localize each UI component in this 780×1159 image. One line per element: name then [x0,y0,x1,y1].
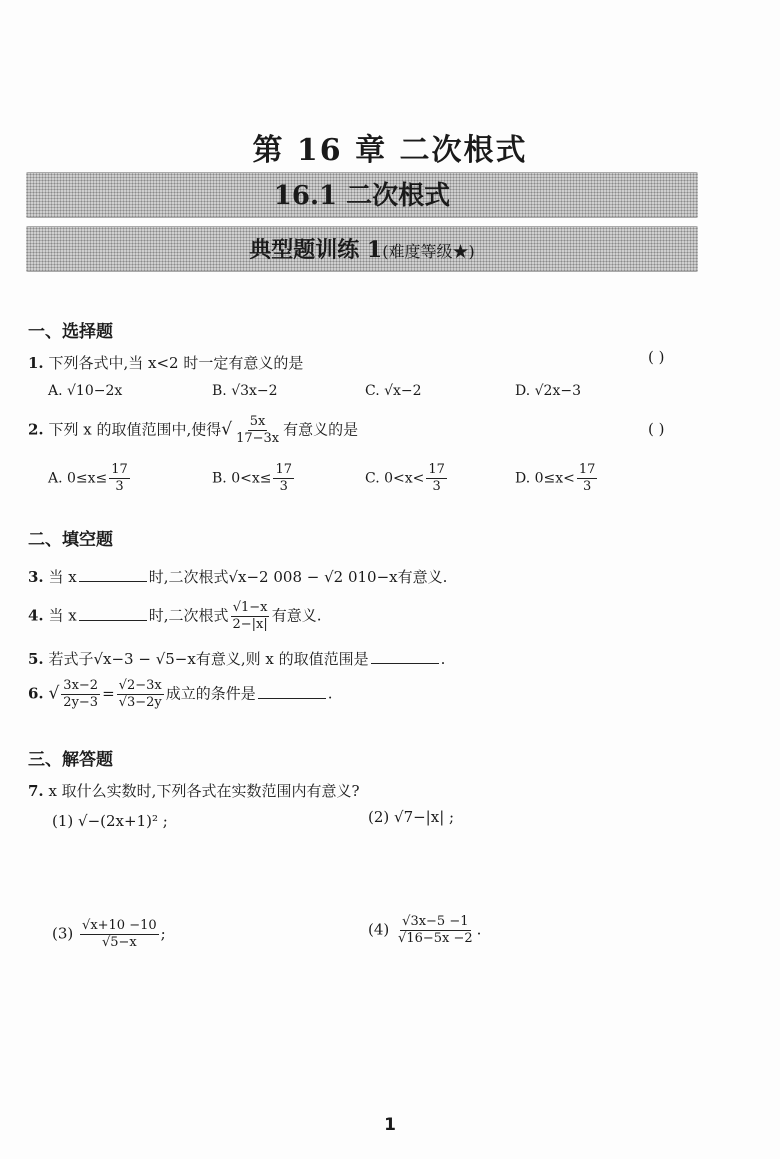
question-text: 当 x [48,606,77,625]
fraction [80,918,159,951]
fraction-numerator: 5x [249,414,266,429]
question-number: 3. [28,568,44,586]
chapter-title: 第 16 章 二次根式 [252,133,528,168]
radical-sign: √ [221,419,233,440]
difficulty-level: (难度等级★) [382,242,475,261]
subquestion-label: (4) [368,920,390,939]
fraction [234,414,281,447]
question-1 [28,352,303,373]
fraction-numerator: 17 [111,462,128,477]
question-stem: x 取什么实数时,下列各式在实数范围内有意义? [48,782,360,800]
answer-bracket: ( ) [648,348,665,366]
option-b [212,462,296,495]
fraction-denominator: 3 [115,479,124,494]
fraction-denominator: 17−3x [236,431,280,446]
fraction-numerator: 3x−2 [63,678,99,693]
question-text: 成立的条件是 [165,684,256,703]
question-number: 7. [28,782,44,800]
fraction-numerator: 17 [275,462,292,477]
equals-sign: = [102,684,115,703]
question-text: 有意义,则 x 的取值范围是 [195,650,369,668]
fraction [61,678,100,711]
answer-blank[interactable] [79,569,147,582]
fraction [396,914,475,947]
option-b: B. √3x−2 [212,383,278,399]
question-text: 时,二次根式 [148,568,229,586]
question-6 [28,678,333,711]
section-title: 16.1 二次根式 [273,181,451,211]
fraction-numerator: √x+10 −10 [82,918,157,933]
question-stem: 下列各式中,当 x<2 时一定有意义的是 [48,354,304,372]
option-text: B. 0<x≤ [212,470,272,487]
question-text: 有意义. [271,606,322,625]
subquestion-3 [52,918,166,951]
question-number: 6. [28,684,44,703]
subquestion-label: (3) [52,924,74,943]
training-title-band [26,226,698,272]
option-d [515,462,599,495]
fraction-denominator: 2−|x| [232,617,268,632]
question-7 [28,780,360,801]
option-a [48,462,132,495]
question-2 [28,414,358,447]
question-text: 有意义. [397,568,448,586]
math-expression: √x−3 − √5−x [93,650,196,668]
section-title-band [26,172,698,218]
section-heading-choice: 一、选择题 [28,322,113,342]
fraction-denominator: 2y−3 [63,695,99,710]
training-title [26,227,698,275]
fraction [109,462,130,495]
section-heading-answer: 三、解答题 [28,750,113,770]
fraction-denominator: 3 [279,479,288,494]
question-text: . [440,650,446,668]
fraction-denominator: √5−x [101,935,137,950]
fraction-numerator: √2−3x [118,678,162,693]
fraction [273,462,294,495]
fraction [230,600,269,633]
section-heading-fill: 二、填空题 [28,530,113,550]
radical-sign: √ [48,683,60,704]
subquestion-1: (1) √−(2x+1)² ; [52,812,168,830]
fraction-denominator: √16−5x −2 [398,931,473,946]
fraction [426,462,447,495]
question-number: 2. [28,420,44,439]
fraction-denominator: 3 [432,479,441,494]
fraction-numerator: √3x−5 −1 [402,914,469,929]
option-c: C. √x−2 [365,383,422,399]
question-number: 4. [28,606,44,625]
math-expression: √x−2 008 − √2 010−x [228,568,398,586]
fraction-numerator: 17 [428,462,445,477]
option-c [365,462,449,495]
answer-blank[interactable] [371,651,439,664]
question-3 [28,566,447,587]
punctuation: ; [160,924,166,943]
question-stem-pre: 下列 x 的取值范围中,使得 [48,420,222,439]
answer-bracket: ( ) [648,420,665,438]
fraction-numerator: √1−x [232,600,268,615]
fraction-denominator: √3−2y [118,695,162,710]
question-text: 当 x [48,568,77,586]
question-text: . [327,684,333,703]
question-number: 5. [28,650,44,668]
subquestion-4 [368,914,481,947]
subquestion-2: (2) √7−|x| ; [368,808,455,826]
training-title-text: 典型题训练 1 [249,237,383,263]
fraction [577,462,598,495]
question-text: 时,二次根式 [148,606,229,625]
option-text: D. 0≤x< [515,470,575,487]
fraction-numerator: 17 [578,462,596,477]
fraction-denominator: 3 [583,479,592,494]
question-number: 1. [28,354,44,372]
option-a: A. √10−2x [48,383,123,399]
question-stem-post: 有意义的是 [283,420,359,439]
fraction [117,678,164,711]
punctuation: . [476,920,482,939]
answer-blank[interactable] [258,686,326,699]
question-text: 若式子 [48,650,94,668]
question-4 [28,600,322,633]
option-text: A. 0≤x≤ [48,470,108,487]
option-text: C. 0<x< [365,470,425,487]
page-number: 1 [384,1115,396,1135]
question-5 [28,648,445,669]
option-d: D. √2x−3 [515,383,581,399]
answer-blank[interactable] [79,608,147,621]
